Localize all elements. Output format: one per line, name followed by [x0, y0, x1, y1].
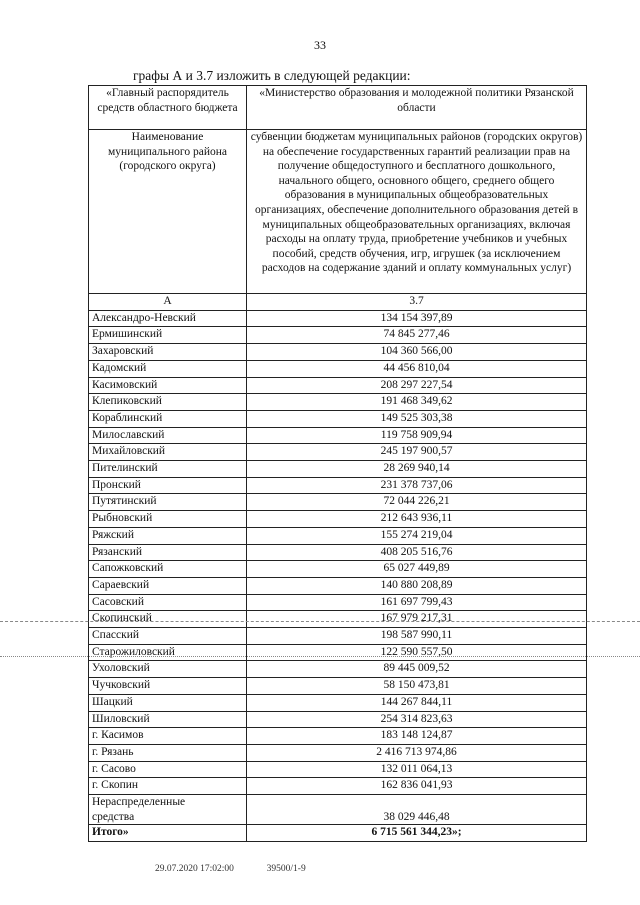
district-name: Путятинский	[89, 494, 247, 511]
undistributed-line1: Нераспределенные	[92, 796, 186, 809]
district-amount: 162 836 041,93	[247, 778, 587, 795]
table-row	[89, 410, 587, 427]
table-row	[89, 310, 587, 327]
district-amount: 132 011 064,13	[247, 761, 587, 778]
district-amount: 2 416 713 974,86	[247, 744, 587, 761]
table-row	[89, 561, 587, 578]
district-name: Шацкий	[89, 694, 247, 711]
header-row-name	[89, 130, 587, 294]
district-name: Ухоловский	[89, 661, 247, 678]
district-name: Чучковский	[89, 678, 247, 695]
district-name: Пронский	[89, 477, 247, 494]
table-row	[89, 477, 587, 494]
col-a-index: А	[89, 294, 247, 311]
table-row	[89, 511, 587, 528]
table-row	[89, 427, 587, 444]
table-row	[89, 344, 587, 361]
district-name: Пителинский	[89, 461, 247, 478]
subvention-note: (за исключением расходов на содержание зданий и оплату коммунальных услуг)	[261, 247, 572, 275]
undistributed-amount: 38 029 446,48	[247, 795, 587, 825]
total-row	[89, 825, 587, 842]
district-name: г. Касимов	[89, 728, 247, 745]
district-name: Скопинский	[89, 611, 247, 628]
district-amount: 140 880 208,89	[247, 577, 587, 594]
district-name: Михайловский	[89, 444, 247, 461]
district-name: Рыбновский	[89, 511, 247, 528]
district-name: г. Скопин	[89, 778, 247, 795]
table-row	[89, 377, 587, 394]
district-amount: 89 445 009,52	[247, 661, 587, 678]
page-number: 33	[314, 38, 326, 52]
district-amount: 167 979 217,31	[247, 611, 587, 628]
district-name: Захаровский	[89, 344, 247, 361]
district-amount: 408 205 516,76	[247, 544, 587, 561]
district-name: Ряжский	[89, 527, 247, 544]
district-name: Александро-Невский	[89, 310, 247, 327]
subvention-text: субвенции бюджетам муниципальных районов (городских округов) на обеспечение государственных гарантий реализации прав на получение общедоступного и бесплатного дошкольного, начального общего, основного общего, среднего общего образования в муниципальных общеобразовательных организациях, обеспечение дополнительного образования детей в муниципальных общеобразовательных организациях, включая расходы на оплату труда, приобретение учебников и учебных пособий, средств обучения, игр, игрушек	[250, 131, 583, 260]
district-amount: 208 297 227,54	[247, 377, 587, 394]
district-name: Сараевский	[89, 577, 247, 594]
scan-artifact-line	[0, 621, 640, 622]
district-amount: 191 468 349,62	[247, 394, 587, 411]
scan-artifact-line	[0, 656, 640, 657]
district-amount: 134 154 397,89	[247, 310, 587, 327]
district-amount: 245 197 900,57	[247, 444, 587, 461]
district-name: Клепиковский	[89, 394, 247, 411]
district-amount: 254 314 823,63	[247, 711, 587, 728]
name-label: Наименование муниципального района (городского округа)	[89, 130, 247, 294]
total-amount: 6 715 561 344,23»;	[247, 825, 587, 842]
undistributed-row	[89, 795, 587, 825]
table-row	[89, 628, 587, 645]
footer	[155, 864, 306, 874]
table-row	[89, 678, 587, 695]
district-amount: 144 267 844,11	[247, 694, 587, 711]
district-name: Сасовский	[89, 594, 247, 611]
table-row	[89, 694, 587, 711]
col-b-index: 3.7	[247, 294, 587, 311]
table-row	[89, 461, 587, 478]
table-row	[89, 577, 587, 594]
table-row	[89, 778, 587, 795]
intro-text: графы А и 3.7 изложить в следующей редакции:	[133, 68, 411, 83]
undistributed-label	[89, 795, 247, 825]
district-amount: 231 378 737,06	[247, 477, 587, 494]
table-row	[89, 728, 587, 745]
district-name: Рязанский	[89, 544, 247, 561]
district-name: Касимовский	[89, 377, 247, 394]
district-name: Ермишинский	[89, 327, 247, 344]
district-name: Старожиловский	[89, 644, 247, 661]
district-amount: 44 456 810,04	[247, 360, 587, 377]
table-row	[89, 527, 587, 544]
district-name: Кадомский	[89, 360, 247, 377]
table-row	[89, 644, 587, 661]
header-row-admin	[89, 86, 587, 130]
district-name: г. Сасово	[89, 761, 247, 778]
table-row	[89, 494, 587, 511]
district-amount: 155 274 219,04	[247, 527, 587, 544]
table-row	[89, 544, 587, 561]
table-row	[89, 711, 587, 728]
district-name: Сапожковский	[89, 561, 247, 578]
column-index-row	[89, 294, 587, 311]
table-row	[89, 761, 587, 778]
district-name: г. Рязань	[89, 744, 247, 761]
table-row	[89, 327, 587, 344]
table-row	[89, 611, 587, 628]
table-row	[89, 394, 587, 411]
district-amount: 161 697 799,43	[247, 594, 587, 611]
district-amount: 122 590 557,50	[247, 644, 587, 661]
table-row	[89, 744, 587, 761]
district-amount: 104 360 566,00	[247, 344, 587, 361]
budget-table	[88, 85, 587, 842]
district-amount: 119 758 909,94	[247, 427, 587, 444]
admin-value: «Министерство образования и молодежной политики Рязанской области	[247, 86, 587, 130]
district-amount: 74 845 277,46	[247, 327, 587, 344]
undistributed-line2: средства	[92, 810, 135, 823]
district-amount: 183 148 124,87	[247, 728, 587, 745]
district-name: Шиловский	[89, 711, 247, 728]
district-name: Спасский	[89, 628, 247, 645]
footer-code: 39500/1-9	[266, 864, 306, 874]
table-row	[89, 360, 587, 377]
district-amount: 65 027 449,89	[247, 561, 587, 578]
district-name: Кораблинский	[89, 410, 247, 427]
table-row	[89, 661, 587, 678]
total-label: Итого»	[89, 825, 247, 842]
table-row	[89, 444, 587, 461]
admin-label: «Главный распорядитель средств областного бюджета	[89, 86, 247, 130]
district-amount: 58 150 473,81	[247, 678, 587, 695]
subvention-cell	[247, 130, 587, 294]
district-amount: 149 525 303,38	[247, 410, 587, 427]
district-amount: 212 643 936,11	[247, 511, 587, 528]
district-name: Милославский	[89, 427, 247, 444]
district-amount: 198 587 990,11	[247, 628, 587, 645]
table-row	[89, 594, 587, 611]
district-amount: 28 269 940,14	[247, 461, 587, 478]
district-amount: 72 044 226,21	[247, 494, 587, 511]
footer-timestamp: 29.07.2020 17:02:00	[155, 864, 234, 874]
